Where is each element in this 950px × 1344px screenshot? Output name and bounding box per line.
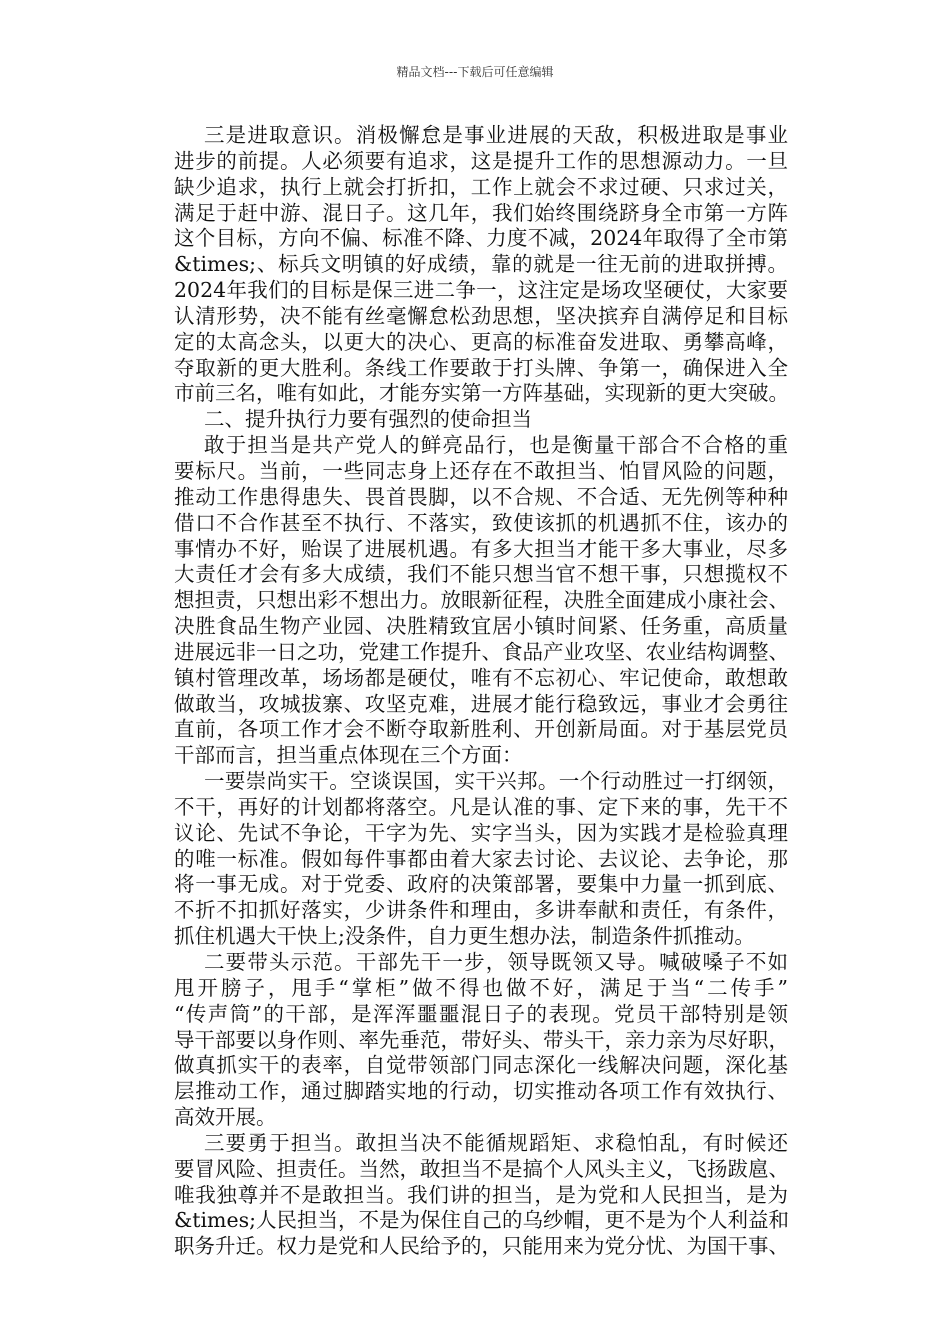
text-line: 直前，各项工作才会不断夺取新胜利、开创新局面。对于基层党员: [174, 717, 788, 742]
text-line: 镇村管理改革，场场都是硬仗，唯有不忘初心、牢记使命，敢想敢: [174, 665, 788, 690]
text-line: 甩开膀子，甩手“掌柜”做不得也做不好，满足于当“二传手”: [174, 975, 788, 1000]
text-line: 三要勇于担当。敢担当决不能循规蹈矩、求稳怕乱，有时候还: [204, 1130, 788, 1155]
text-line: 要冒风险、担责任。当然，敢担当不是搞个人风头主义，飞扬跋扈、: [174, 1156, 789, 1181]
text-line: 2024年我们的目标是保三进二争一，这注定是场攻坚硬仗，大家要: [174, 278, 788, 303]
text-line: 二、提升执行力要有强烈的使命担当: [204, 407, 532, 432]
text-line: 二要带头示范。干部先干一步，领导既领又导。喊破嗓子不如: [204, 950, 788, 974]
text-line: 一要崇尚实干。空谈误国，实干兴邦。一个行动胜过一打纲领，: [204, 769, 788, 794]
text-line: 敢于担当是共产党人的鲜亮品行，也是衡量干部合不合格的重: [204, 433, 788, 458]
text-line: 定的太高念头，以更大的决心、更高的标准奋发进取、勇攀高峰，: [174, 329, 788, 354]
document-body: [174, 123, 788, 1260]
text-line: 不折不扣抓好落实，少讲条件和理由，多讲奉献和责任，有条件，: [174, 898, 788, 923]
text-line: 推动工作患得患失、畏首畏脚，以不合规、不合适、无先例等种种: [174, 484, 788, 509]
text-line: 这个目标，方向不偏、标准不降、力度不减，2024年取得了全市第: [174, 226, 788, 251]
text-line: 导干部要以身作则、率先垂范，带好头、带头干，亲力亲为尽好职，: [174, 1027, 789, 1052]
text-line: 夺取新的更大胜利。条线工作要敢于打头牌、争第一，确保进入全: [174, 355, 788, 380]
text-line: 三是进取意识。消极懈怠是事业进展的天敌，积极进取是事业: [204, 123, 788, 147]
text-line: 职务升迁。权力是党和人民给予的，只能用来为党分忧、为国干事、: [174, 1234, 789, 1259]
text-line: 不干，再好的计划都将落空。凡是认准的事、定下来的事，先干不: [174, 794, 788, 819]
text-line: 的唯一标准。假如每件事都由着大家去讨论、去议论、去争论，那: [174, 846, 788, 871]
text-line: 缺少追求，执行上就会打折扣，工作上就会不求过硬、只求过关，: [174, 174, 788, 199]
text-line: 大责任才会有多大成绩，我们不能只想当官不想干事，只想揽权不: [174, 562, 788, 587]
text-line: 市前三名，唯有如此，才能夯实第一方阵基础，实现新的更大突破。: [174, 381, 789, 406]
text-line: 要标尺。当前，一些同志身上还存在不敢担当、怕冒风险的问题，: [174, 458, 788, 483]
text-line: 进步的前提。人必须要有追求，这是提升工作的思想源动力。一旦: [174, 148, 788, 173]
text-line: 满足于赶中游、混日子。这几年，我们始终围绕跻身全市第一方阵: [174, 200, 788, 225]
text-line: 高效开展。: [174, 1105, 277, 1130]
text-line: 想担责，只想出彩不想出力。放眼新征程，决胜全面建成小康社会、: [174, 588, 789, 613]
text-line: “传声筒”的干部，是浑浑噩噩混日子的表现。党员干部特别是领: [174, 1001, 788, 1026]
text-line: &times;人民担当，不是为保住自己的乌纱帽，更不是为个人利益和: [174, 1208, 790, 1233]
text-line: &times;、标兵文明镇的好成绩，靠的就是一往无前的进取拼搏。: [174, 252, 788, 277]
page-header: 精品文档---下载后可任意编辑: [396, 65, 554, 79]
text-line: 做敢当，攻城拔寨、攻坚克难，进展才能行稳致远，事业才会勇往: [174, 691, 788, 716]
text-line: 将一事无成。对于党委、政府的决策部署，要集中力量一抓到底、: [174, 872, 788, 897]
text-line: 事情办不好，贻误了进展机遇。有多大担当才能干多大事业，尽多: [174, 536, 788, 561]
text-line: 借口不合作甚至不执行、不落实，致使该抓的机遇抓不住，该办的: [174, 510, 788, 535]
text-line: 干部而言，担当重点体现在三个方面：: [174, 743, 523, 768]
text-line: 认清形势，决不能有丝毫懈怠松劲思想，坚决摈弃自满停足和目标: [174, 303, 788, 328]
text-line: 抓住机遇大干快上;没条件，自力更生想办法，制造条件抓推动。: [174, 924, 755, 949]
text-line: 层推动工作，通过脚踏实地的行动，切实推动各项工作有效执行、: [174, 1079, 788, 1104]
text-line: 做真抓实干的表率，自觉带领部门同志深化一线解决问题，深化基: [174, 1053, 788, 1078]
text-line: 进展远非一日之功，党建工作提升、食品产业攻坚、农业结构调整、: [174, 639, 789, 664]
text-line: 唯我独尊并不是敢担当。我们讲的担当，是为党和人民担当，是为: [174, 1182, 788, 1207]
text-line: 议论、先试不争论，干字为先、实字当头，因为实践才是检验真理: [174, 820, 788, 845]
text-line: 决胜食品生物产业园、决胜精致宜居小镇时间紧、任务重，高质量: [174, 614, 788, 639]
